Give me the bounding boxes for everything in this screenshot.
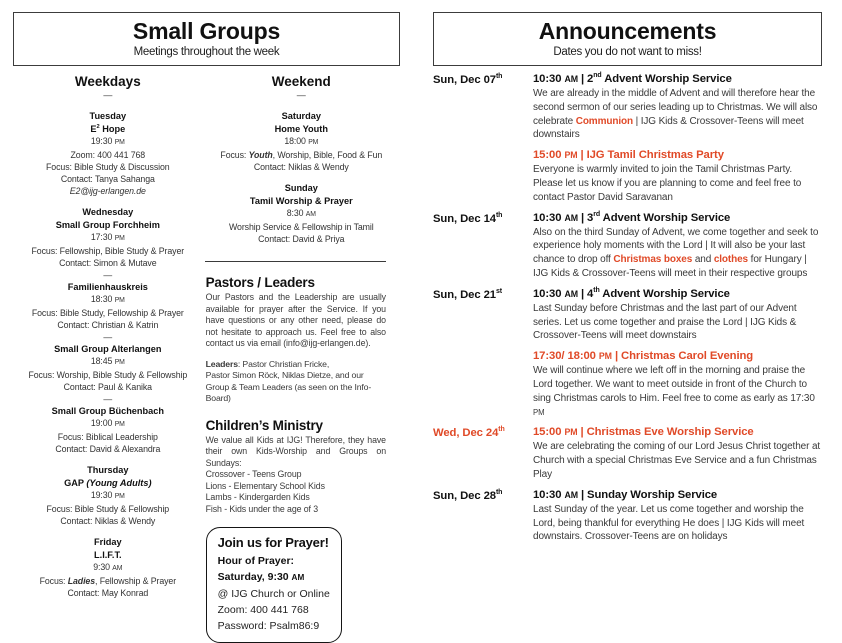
announcement-list bbox=[433, 73, 822, 551]
group-detail-lines bbox=[13, 231, 203, 269]
day-section bbox=[203, 110, 400, 173]
entry-divider-dash: — bbox=[103, 332, 113, 342]
section-divider-line bbox=[205, 261, 386, 262]
group-name: $E^2$ Hope bbox=[90, 123, 126, 134]
event-heading: 10:30 AM | 3rd Advent Worship Service bbox=[533, 210, 731, 224]
group-detail-line: Focus: Biblical Leadership bbox=[57, 432, 158, 442]
weekend-divider-dash: — bbox=[296, 90, 306, 100]
event-description: Last Sunday of the year. Let us come together and worship the Lord, being thankful for everything He does | IJG Kids will meet downstairs. Crossover-Teens are on holidays bbox=[533, 503, 805, 543]
announcement-row bbox=[433, 73, 822, 212]
weekdays-heading: Weekdays bbox=[74, 74, 141, 89]
group-detail-line: Focus: Bible Study & Fellowship bbox=[46, 504, 170, 514]
announcement-events bbox=[533, 212, 822, 288]
announcement-date: Sun, Dec 14th bbox=[433, 211, 503, 225]
announcements-header-box bbox=[433, 12, 822, 66]
group-detail-line: 8:30 AM bbox=[286, 208, 316, 218]
day-heading: Friday bbox=[94, 537, 122, 547]
group-detail-line: Focus: Youth, Worship, Bible, Food & Fun bbox=[220, 150, 383, 160]
group-detail-line: Contact: Simon & Mutave bbox=[59, 258, 157, 268]
entry-divider-dash: — bbox=[103, 270, 113, 280]
weekend-section bbox=[203, 74, 400, 245]
children-group-item: Fish - Kids under the age of 3 bbox=[205, 503, 319, 514]
weekend-column bbox=[203, 74, 400, 643]
announcement-events bbox=[533, 288, 822, 427]
group-name: Tamil Worship & Prayer bbox=[249, 196, 353, 206]
group-detail-line: E2@ijg-erlangen.de bbox=[69, 186, 146, 196]
announcement-date: Sun, Dec 07th bbox=[433, 73, 503, 86]
day-section bbox=[13, 536, 203, 599]
group-detail-line: 19:00 PM bbox=[90, 418, 125, 428]
group-entry-list bbox=[13, 477, 203, 527]
group-entry bbox=[13, 477, 203, 527]
group-name: L.I.F.T. bbox=[94, 550, 122, 560]
day-heading: Sunday bbox=[284, 183, 318, 193]
small-groups-columns bbox=[13, 74, 400, 643]
children-group-item: Lambs - Kindergarden Kids bbox=[205, 492, 310, 502]
group-detail-line: Focus: Ladies, Fellowship & Prayer bbox=[39, 576, 177, 586]
prayer-box-line: @ IJG Church or Online bbox=[217, 588, 330, 600]
children-ministry-heading: Children’s Ministry bbox=[205, 417, 323, 433]
group-name: Small Group Alterlangen bbox=[54, 344, 162, 354]
announcements-page bbox=[421, 0, 842, 595]
announcement-row bbox=[433, 426, 822, 488]
children-group-list bbox=[206, 469, 386, 515]
prayer-box-line: Hour of Prayer: bbox=[217, 555, 295, 567]
weekdays-column bbox=[13, 74, 203, 643]
group-entry-list bbox=[203, 195, 400, 245]
group-detail-lines bbox=[13, 417, 203, 455]
prayer-box-line: Zoom: 400 441 768 bbox=[217, 604, 309, 616]
announcement-row bbox=[433, 489, 822, 551]
day-heading: Tuesday bbox=[89, 111, 127, 121]
info-sections bbox=[203, 275, 400, 643]
group-name: Small Group Büchenbach bbox=[51, 406, 164, 416]
group-entry-list bbox=[13, 219, 203, 455]
announcements-subtitle: Dates you do not want to miss! bbox=[553, 46, 702, 58]
weekend-heading: Weekend bbox=[271, 74, 331, 89]
announcement-date: Wed, Dec 24th bbox=[433, 426, 505, 440]
children-group-item: Lions - Elementary School Kids bbox=[205, 480, 325, 491]
weekdays-divider-dash: — bbox=[103, 90, 113, 100]
group-detail-line: 18:00 PM bbox=[284, 136, 319, 146]
group-detail-lines bbox=[203, 135, 400, 173]
children-ministry-intro: We value all Kids at IJG! Therefore, they have their own Kids-Worship and Groups on Sundays: bbox=[205, 434, 386, 468]
prayer-box-lines bbox=[218, 553, 330, 634]
announcement-event bbox=[533, 73, 822, 142]
group-entry bbox=[13, 219, 203, 269]
group-name: Familienhauskreis bbox=[67, 282, 148, 292]
leaders-list: Leaders: Pastor Christian Fricke, Pastor Simon Röck, Niklas Dietze, and our Group & Team Leaders (as seen on the Info-Board) bbox=[205, 358, 372, 403]
group-detail-line: Contact: Tanya Sahanga bbox=[60, 174, 155, 184]
event-description: Last Sunday before Christmas and the last part of our Advent series. Let us come together and praise the Lord | IJG Kids & Crossover-Teens will meet downstairs bbox=[533, 302, 797, 342]
announcement-row bbox=[433, 212, 822, 288]
group-detail-lines bbox=[13, 293, 203, 331]
entry-divider-dash: — bbox=[103, 394, 113, 404]
announcements-title: Announcements bbox=[538, 18, 717, 44]
group-detail-lines bbox=[13, 561, 203, 599]
announcement-events bbox=[533, 73, 822, 212]
group-detail-line: 18:45 PM bbox=[90, 356, 125, 366]
event-heading: 10:30 AM | 2nd Advent Worship Service bbox=[533, 72, 732, 85]
small-groups-title: Small Groups bbox=[132, 18, 281, 44]
prayer-box-line: Saturday, 9:30 AM bbox=[217, 571, 305, 583]
group-detail-line: 9:30 AM bbox=[93, 562, 123, 572]
day-heading: Wednesday bbox=[82, 207, 134, 217]
group-entry bbox=[203, 123, 400, 173]
group-detail-line: 19:30 PM bbox=[90, 136, 125, 146]
children-group-item: Crossover - Teens Group bbox=[205, 469, 302, 479]
announcement-date: Sun, Dec 21st bbox=[433, 288, 502, 301]
group-name: Home Youth bbox=[274, 124, 328, 134]
group-name: GAP (Young Adults) bbox=[64, 478, 152, 488]
day-section bbox=[13, 110, 203, 197]
group-detail-line: Contact: David & Alexandra bbox=[55, 444, 161, 454]
announcement-date: Sun, Dec 28th bbox=[433, 488, 503, 502]
group-detail-line: Contact: May Konrad bbox=[67, 588, 149, 598]
group-detail-line: Contact: Paul & Kanika bbox=[63, 382, 152, 392]
group-detail-lines bbox=[13, 489, 203, 527]
group-detail-lines bbox=[203, 207, 400, 245]
announcement-event bbox=[533, 350, 822, 419]
group-detail-line: Worship Service & Fellowship in Tamil bbox=[229, 222, 374, 232]
group-detail-line: Contact: Niklas & Wendy bbox=[253, 162, 349, 172]
small-groups-subtitle: Meetings throughout the week bbox=[133, 46, 280, 58]
event-description: We will continue where we left off in the morning and praise the Lord together. We want to meet outside in front of the Church to sing Christmas carols to Him. Feel free to come as early as 17:30 PM bbox=[533, 365, 815, 417]
small-groups-header-box bbox=[13, 12, 400, 66]
announcement-event bbox=[533, 212, 822, 281]
prayer-box-line: Password: Psalm86:9 bbox=[217, 620, 320, 632]
prayer-invite-box bbox=[206, 527, 342, 643]
prayer-box-title: Join us for Prayer! bbox=[217, 535, 329, 550]
announcement-event bbox=[533, 426, 822, 481]
group-detail-lines bbox=[13, 355, 203, 393]
group-entry bbox=[203, 195, 400, 245]
group-entry bbox=[13, 269, 203, 331]
group-entry-list bbox=[13, 123, 203, 197]
weekdays-day-list bbox=[13, 110, 203, 599]
day-heading: Thursday bbox=[87, 465, 129, 475]
group-detail-line: Contact: David & Priya bbox=[258, 234, 345, 244]
group-entry bbox=[13, 393, 203, 455]
event-description: Also on the third Sunday of Advent, we come together and seek to experience holy moments with the Lord | It will also be your last chance to drop off Christmas boxes and clothes for Hungary | IJG Kids & Crossover-Teens will meet in their respective groups bbox=[533, 226, 819, 279]
group-detail-line: Focus: Fellowship, Bible Study & Prayer bbox=[31, 246, 185, 256]
event-heading: 10:30 AM | 4th Advent Worship Service bbox=[533, 287, 730, 300]
weekend-day-list bbox=[203, 110, 400, 245]
group-detail-line: 17:30 PM bbox=[90, 232, 125, 242]
group-detail-line: Focus: Bible Study, Fellowship & Prayer bbox=[31, 308, 184, 318]
event-description: We are celebrating the coming of our Lord Jesus Christ together at Church with a special Christmas Eve Service and a fun Christmas Play bbox=[533, 441, 821, 480]
event-heading: 15:00 PM | Christmas Eve Worship Service bbox=[533, 426, 754, 439]
announcement-event bbox=[533, 489, 822, 544]
event-heading: 15:00 PM | IJG Tamil Christmas Party bbox=[533, 149, 724, 162]
event-description: Everyone is warmly invited to join the Tamil Christmas Party. Please let us know if you are planning to come and feel free to contact Pastor David Saravanan bbox=[533, 164, 802, 203]
small-groups-page bbox=[0, 0, 421, 632]
group-detail-line: Zoom: 400 441 768 bbox=[70, 150, 146, 160]
group-entry bbox=[13, 331, 203, 393]
day-section bbox=[203, 182, 400, 245]
event-description: We are already in the middle of Advent and will therefore hear the second sermon of our series leading up to Christmas. We will also celebrate Communion | IJG Kids & Crossover-Teens will meet downstairs bbox=[533, 88, 818, 141]
day-section bbox=[13, 206, 203, 455]
group-name: Small Group Forchheim bbox=[55, 220, 160, 230]
group-detail-line: 18:30 PM bbox=[90, 294, 125, 304]
day-section bbox=[13, 464, 203, 527]
day-heading: Saturday bbox=[281, 111, 321, 121]
announcement-row bbox=[433, 288, 822, 427]
group-entry-list bbox=[13, 549, 203, 599]
event-heading: 10:30 AM | Sunday Worship Service bbox=[533, 488, 718, 501]
announcement-event bbox=[533, 288, 822, 343]
pastors-heading: Pastors / Leaders bbox=[205, 275, 315, 290]
group-detail-line: Contact: Niklas & Wendy bbox=[60, 516, 156, 526]
group-detail-line: Focus: Bible Study & Discussion bbox=[46, 162, 170, 172]
group-detail-line: Focus: Worship, Bible Study & Fellowship bbox=[28, 370, 188, 380]
announcement-events bbox=[533, 426, 822, 488]
group-detail-line: 19:30 PM bbox=[90, 490, 125, 500]
announcement-event bbox=[533, 149, 822, 204]
group-entry-list bbox=[203, 123, 400, 173]
pastors-description: Our Pastors and the Leadership are usually available for prayer after the Service. If you have questions or any other need, please do not hesitate to approach us. Feel free to also contact us via email (info@ijg-erlangen.de). bbox=[205, 292, 386, 348]
group-entry bbox=[13, 549, 203, 599]
announcement-events bbox=[533, 489, 822, 551]
event-heading: 17:30/ 18:00 PM | Christmas Carol Evening bbox=[533, 350, 754, 363]
group-entry bbox=[13, 123, 203, 197]
group-detail-line: Contact: Christian & Katrin bbox=[57, 320, 159, 330]
group-detail-lines bbox=[13, 135, 203, 197]
